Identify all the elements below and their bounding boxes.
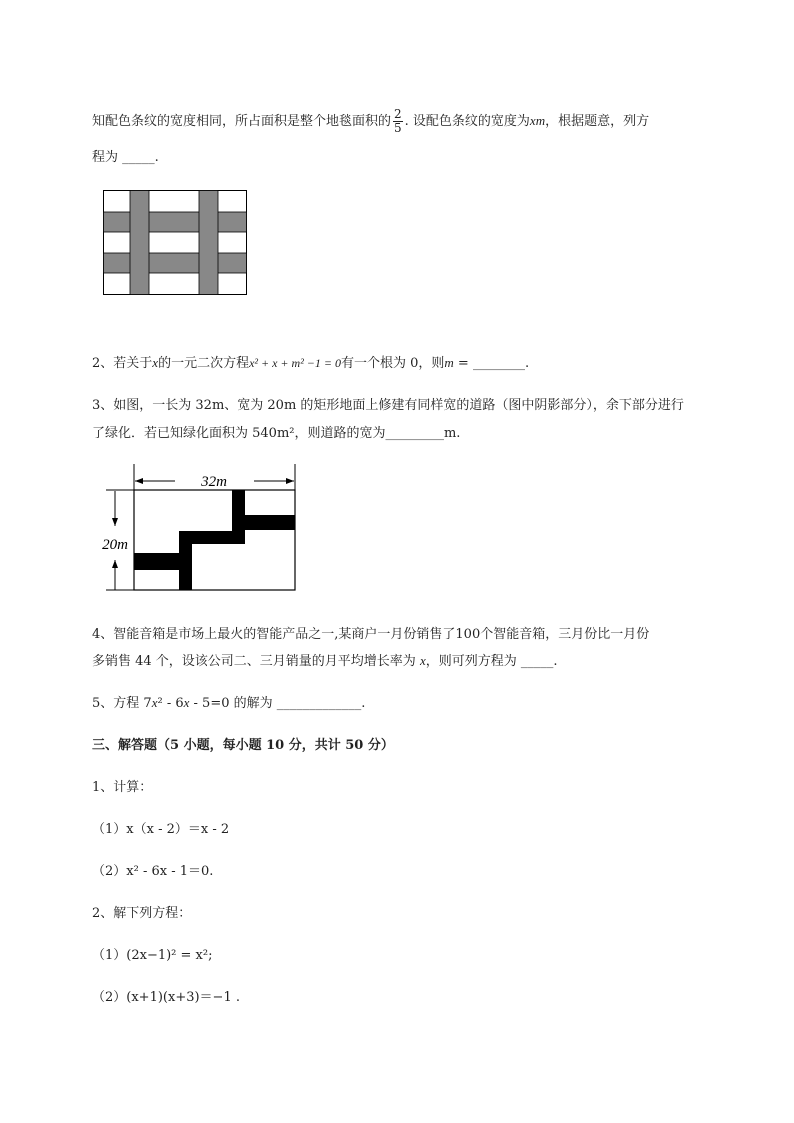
question-4-line-2 bbox=[92, 650, 558, 669]
intro-line-2: 程为 _____. bbox=[92, 150, 159, 165]
height-label: 20m bbox=[102, 537, 128, 553]
q2-mid: 的一元二次方程 bbox=[158, 356, 250, 371]
q4-text-a: 多销售 44 个，设该公司二、三月销量的月平均增长率为 bbox=[92, 654, 420, 669]
q5-var: x bbox=[151, 695, 158, 710]
q5-rest: ² - 6 bbox=[157, 696, 184, 711]
question-3-line-2: 了绿化．若已知绿化面积为 540m²，则道路的宽为_________m. bbox=[92, 426, 461, 441]
problem-1-title: 1、计算： bbox=[92, 780, 153, 795]
fraction-two-fifths bbox=[393, 108, 403, 135]
q2-equation: x² + x + m² −1 = 0 bbox=[249, 356, 341, 370]
q4-text-b: ，则可列方程为 _____. bbox=[425, 654, 558, 669]
q2-m: m bbox=[444, 355, 454, 370]
fraction-numerator: 2 bbox=[394, 107, 402, 121]
width-arrow-head-left bbox=[135, 478, 143, 484]
var-xm: xm bbox=[529, 113, 546, 128]
problem-2-item-1: （1）(2x−1)² = x²; bbox=[92, 948, 213, 963]
q5-prefix: 5、方程 7 bbox=[92, 696, 152, 711]
problem-2-title: 2、解下列方程： bbox=[92, 906, 192, 921]
intro-text-b: . 设配色条纹的宽度为 bbox=[404, 114, 530, 129]
q4-var: x bbox=[419, 653, 426, 668]
problem-1-item-1: （1）x（x - 2）＝x - 2 bbox=[92, 822, 230, 837]
question-3-line-1: 3、如图，一长为 32m、宽为 20m 的矩形地面上修建有同样宽的道路（图中阴影部分），余下部分进行 bbox=[92, 398, 684, 413]
width-label: 32m bbox=[201, 474, 227, 490]
intro-line-1 bbox=[92, 108, 649, 135]
q2-prefix: 2、若关于 bbox=[92, 356, 153, 371]
carpet-stripe-vertical-2 bbox=[199, 191, 218, 295]
fraction-denominator: 5 bbox=[394, 121, 402, 135]
q2-suffix: = ________. bbox=[453, 356, 530, 371]
carpet-stripe-horizontal-1 bbox=[104, 212, 247, 232]
section-3-title: 三、解答题（5 小题，每小题 10 分，共计 50 分） bbox=[92, 738, 394, 753]
width-arrow-head-right bbox=[286, 478, 294, 484]
problem-1-item-2: （2）x² - 6x - 1＝0. bbox=[92, 864, 214, 879]
carpet-stripe-horizontal-2 bbox=[104, 253, 247, 273]
q2-var: x bbox=[152, 355, 159, 370]
question-4-line-1: 4、智能音箱是市场上最火的智能产品之一,某商户一月份销售了100个智能音箱，三月份比一月份 bbox=[92, 627, 650, 642]
height-arrow-head-bottom bbox=[112, 560, 118, 568]
question-5 bbox=[92, 692, 365, 711]
carpet-figure bbox=[103, 190, 248, 296]
carpet-border bbox=[104, 191, 247, 295]
q5-var2: x bbox=[183, 695, 190, 710]
problem-2-item-2: （2）(x+1)(x+3)＝−1 . bbox=[92, 990, 240, 1005]
road-figure bbox=[98, 464, 300, 594]
question-2 bbox=[92, 352, 529, 371]
q5-suffix: - 5=0 的解为 _____________. bbox=[189, 696, 366, 711]
height-arrow-head-top bbox=[112, 518, 118, 526]
q2-mid2: 有一个根为 0，则 bbox=[340, 356, 445, 371]
intro-text-c: ，根据题意，列方 bbox=[545, 114, 650, 129]
carpet-stripe-vertical-1 bbox=[130, 191, 149, 295]
intro-text-a: 知配色条纹的宽度相同，所占面积是整个地毯面积的 bbox=[92, 114, 392, 129]
